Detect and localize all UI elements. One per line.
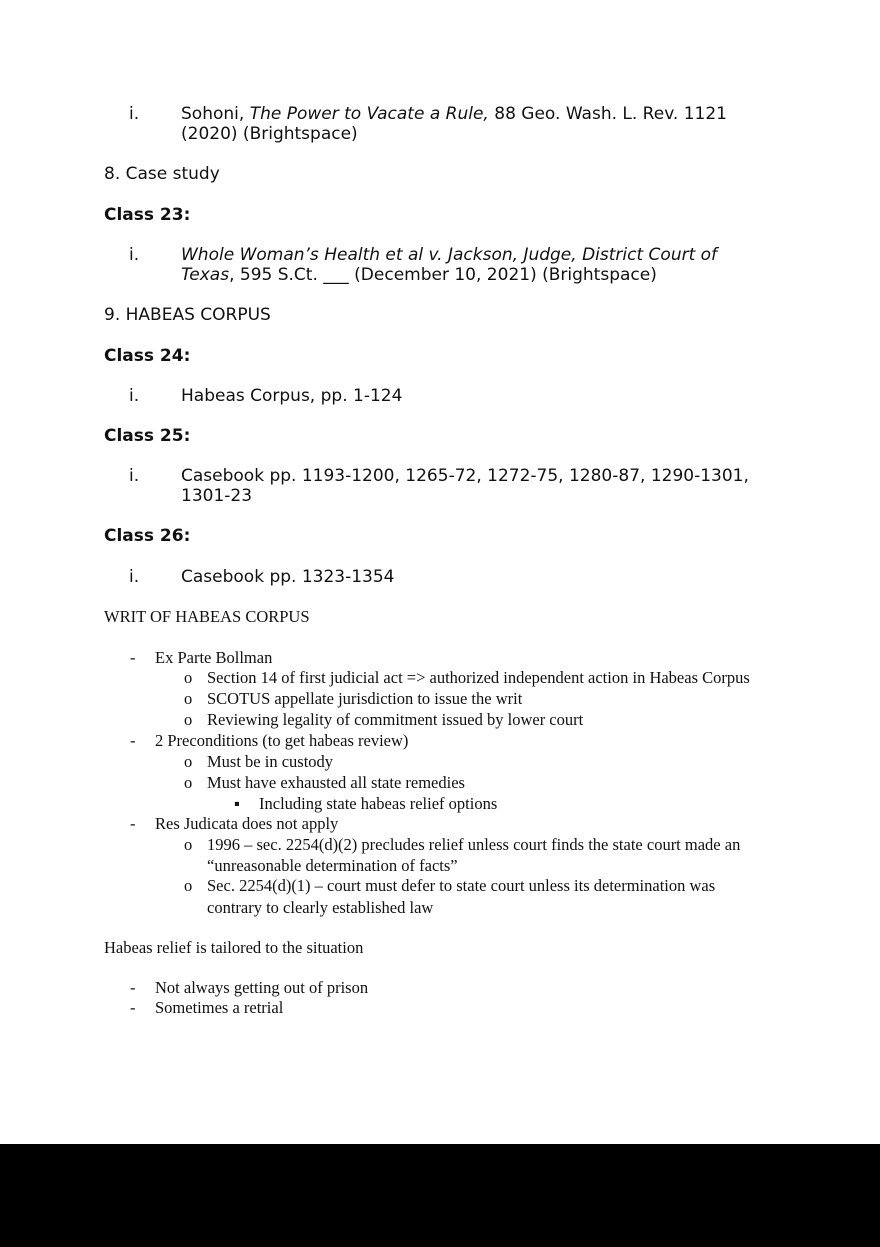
relief-heading: Habeas relief is tailored to the situation [104,938,364,957]
case-title-end: Texas [181,265,230,285]
reading-item-whole-womans-health: Whole Woman’s Health et al v. Jackson, Judge, District Court of [181,245,718,265]
circle-bullet: o [184,752,193,771]
dash-bullet: - [130,814,136,833]
reading-item-habeas-corpus: Habeas Corpus, pp. 1-124 [181,386,403,406]
circle-bullet: o [184,835,193,854]
class-heading-25: Class 25: [104,426,191,446]
relief-item: Sometimes a retrial [155,998,284,1017]
note-subitem: SCOTUS appellate jurisdiction to issue the writ [207,689,523,708]
author: Sohoni, [181,104,250,124]
reading-item-sohoni [181,104,727,124]
note-subitem: Must be in custody [207,752,334,771]
class-heading-23: Class 23: [104,205,191,225]
note-subitem: 1996 – sec. 2254(d)(2) precludes relief unless court finds the state court made an [207,835,741,854]
note-subitem: Sec. 2254(d)(1) – court must defer to state court unless its determination was [207,876,716,895]
dash-bullet: - [130,978,136,997]
note-subsubitem: Including state habeas relief options [259,794,498,813]
note-subitem-continued: “unreasonable determination of facts” [207,856,458,875]
case-citation: , 595 S.Ct. ___ (December 10, 2021) (Brightspace) [229,265,657,285]
notes-heading: WRIT OF HABEAS CORPUS [104,607,310,626]
dash-bullet: - [130,998,136,1017]
class-heading-24: Class 24: [104,346,191,366]
square-bullet: ▪ [234,794,240,813]
reading-item-casebook-25: Casebook pp. 1193-1200, 1265-72, 1272-75, 1280-87, 1290-1301, [181,466,749,486]
dash-bullet: - [130,731,136,750]
note-item: Ex Parte Bollman [155,648,273,667]
note-item: 2 Preconditions (to get habeas review) [155,731,409,750]
circle-bullet: o [184,876,193,895]
list-marker: i. [129,245,140,265]
note-subitem-continued: contrary to clearly established law [207,898,434,917]
page-bottom-black-band [0,1144,880,1247]
reading-item-casebook-25-line2: 1301-23 [181,486,253,506]
reading-item-whole-womans-health-line2 [181,265,657,285]
citation: 88 Geo. Wash. L. Rev. 1121 [488,104,728,124]
list-marker: i. [129,386,140,406]
note-subitem: Section 14 of first judicial act => authorized independent action in Habeas Corpus [207,668,750,687]
section-heading-9: 9. HABEAS CORPUS [104,305,271,325]
reading-item-sohoni-line2: (2020) (Brightspace) [181,124,358,144]
list-marker: i. [129,567,140,587]
circle-bullet: o [184,668,193,687]
list-marker: i. [129,466,140,486]
circle-bullet: o [184,689,193,708]
note-subitem: Reviewing legality of commitment issued by lower court [207,710,584,729]
class-heading-26: Class 26: [104,526,191,546]
note-item: Res Judicata does not apply [155,814,339,833]
note-subitem: Must have exhausted all state remedies [207,773,465,792]
article-title: The Power to Vacate a Rule, [249,104,489,124]
circle-bullet: o [184,773,193,792]
dash-bullet: - [130,648,136,667]
circle-bullet: o [184,710,193,729]
relief-item: Not always getting out of prison [155,978,369,997]
section-heading-8: 8. Case study [104,164,220,184]
reading-item-casebook-26: Casebook pp. 1323-1354 [181,567,395,587]
list-marker: i. [129,104,140,124]
